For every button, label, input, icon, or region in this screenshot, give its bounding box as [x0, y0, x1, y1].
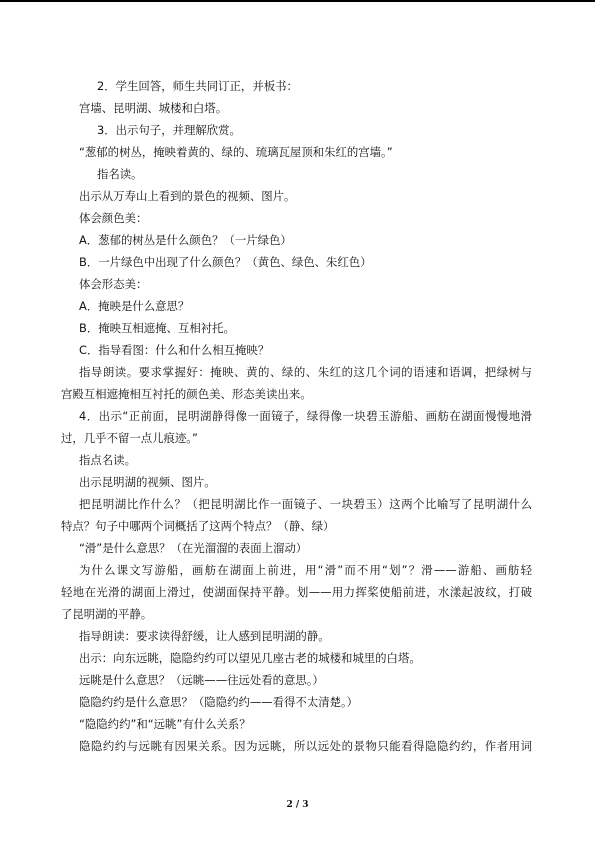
- text-line: 把昆明湖比作什么？（把昆明湖比作一面镜子、一块碧玉）这两个比喻写了昆明湖什么: [79, 497, 532, 511]
- text-line: “葱郁的树丛，掩映着黄的、绿的、琉璃瓦屋顶和朱红的宫墙。”: [79, 145, 393, 159]
- page-top-border: [0, 0, 595, 2]
- text-line: 指导朗读：要求读得舒缓，让人感到昆明湖的静。: [79, 629, 330, 643]
- text-line: C．指导看图：什么和什么相互掩映？: [79, 343, 270, 357]
- text-line: A．葱郁的树丛是什么颜色？（一片绿色）: [79, 233, 292, 247]
- text-line: 为什么课文写游船，画舫在湖面上前进，用“滑”而不用“划”？滑——游船、画舫轻: [79, 563, 532, 577]
- text-line: 过，几乎不留一点儿痕迹。”: [61, 431, 198, 445]
- text-line: 出示从万寿山上看到的景色的视频、图片。: [79, 189, 296, 203]
- text-line: B．掩映互相遮掩、互相衬托。: [79, 321, 235, 335]
- text-line: 体会颜色美：: [79, 211, 148, 225]
- text-line: 宫墙、昆明湖、城楼和白塔。: [79, 101, 228, 115]
- text-line: 轻地在光滑的湖面上滑过，使湖面保持平静。划——用力挥桨使船前进，水漾起波纹，打破: [61, 585, 532, 599]
- text-line: 隐隐约约与远眺有因果关系。因为远眺，所以远处的景物只能看得隐隐约约，作者用词: [79, 739, 532, 753]
- text-line: 了昆明湖的平静。: [61, 607, 153, 621]
- text-line: 指名读。: [97, 167, 143, 181]
- text-line: 指点名读。: [79, 453, 136, 467]
- text-line: 2．学生回答，师生共同订正，并板书：: [97, 79, 298, 93]
- text-line: 远眺是什么意思？（远眺——往远处看的意思。）: [79, 673, 324, 687]
- text-line: 宫殿互相遮掩相互衬托的颜色美、形态美读出来。: [61, 387, 312, 401]
- text-line: A．掩映是什么意思？: [79, 299, 190, 313]
- text-line: 特点？句子中哪两个词概括了这两个特点？（静、绿）: [61, 519, 335, 533]
- text-line: “滑”是什么意思？（在光溜溜的表面上溜动）: [79, 541, 308, 555]
- text-line: 出示昆明湖的视频、图片。: [79, 475, 216, 489]
- text-line: 4．出示“正前面，昆明湖静得像一面镜子，绿得像一块碧玉游船、画舫在湖面慢慢地滑: [79, 409, 532, 423]
- text-line: B．一片绿色中出现了什么颜色？（黄色、绿色、朱红色）: [79, 255, 372, 269]
- text-line: 隐隐约约是什么意思？（隐隐约约——看得不太清楚。）: [79, 695, 359, 709]
- text-line: 3．出示句子，并理解欣赏。: [97, 123, 241, 137]
- text-line: 指导朗读。要求掌握好：掩映、黄的、绿的、朱红的这几个词的语速和语调，把绿树与: [79, 365, 532, 379]
- text-line: 体会形态美：: [79, 277, 148, 291]
- page-number: 2 / 3: [286, 800, 309, 810]
- text-line: 出示：向东远眺，隐隐约约可以望见几座古老的城楼和城里的白塔。: [79, 651, 421, 665]
- text-line: “隐隐约约”和“远眺”有什么关系？: [79, 717, 251, 731]
